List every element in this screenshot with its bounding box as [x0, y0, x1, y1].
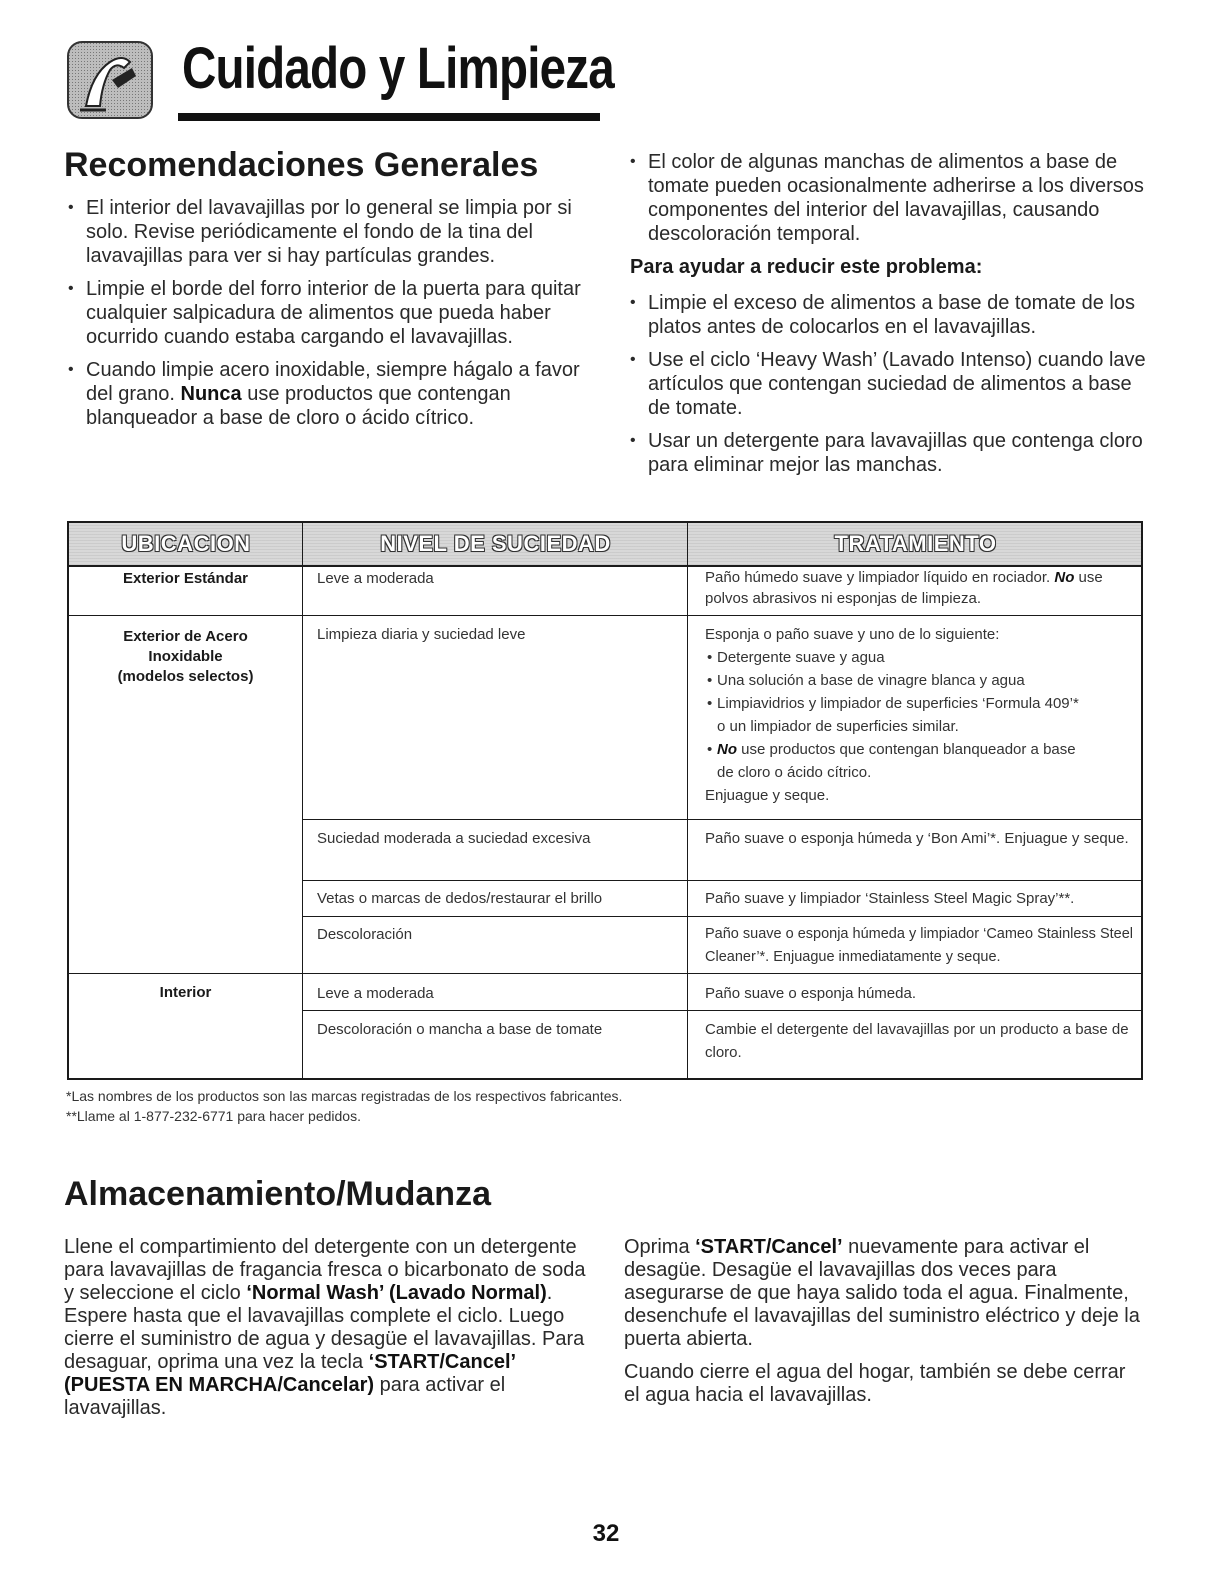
list-item-continuation: de cloro o ácido cítrico. — [717, 764, 872, 781]
bold-text: Nunca — [180, 383, 242, 405]
page-title: Cuidado y Limpieza — [182, 36, 614, 101]
table-header-location: UBICACION — [121, 531, 251, 556]
treatment-cell — [705, 623, 1137, 807]
location-line: Exterior de Acero — [123, 628, 248, 645]
list-item: • Usar un detergente para lavavajillas que contenga cloro para eliminar mejor las manchas. — [626, 429, 1156, 477]
table-header-soil-level: NIVEL DE SUCIEDAD — [380, 531, 611, 556]
bold-text: ‘Normal Wash’ (Lavado Normal) — [246, 1282, 547, 1304]
treatment-cell: Cambie el detergente del lavavajillas por un producto a base de cloro. — [705, 1021, 1129, 1061]
soil-level-cell: Suciedad moderada a suciedad excesiva — [317, 830, 591, 847]
soil-level-cell: Leve a moderada — [317, 985, 434, 1002]
text-span: Llene el compartimiento del detergente con un detergente para lavavajillas de fragancia fresca o bicarbonato de soda y seleccione el ciclo — [64, 1236, 586, 1304]
soil-level-cell: Leve a moderada — [317, 570, 434, 587]
cleaning-table — [67, 521, 1143, 1080]
row-divider — [69, 973, 1143, 974]
column-divider — [687, 523, 688, 1080]
list-item — [64, 358, 594, 430]
treatment-cell: Paño suave o esponja húmeda y limpiador ‘Cameo Stainless Steel Cleaner’*. Enjuague inmediatamente y seque. — [705, 926, 1133, 965]
treatment-cell: Paño suave y limpiador ‘Stainless Steel Magic Spray’**. — [705, 890, 1075, 907]
treatment-cell — [705, 567, 1135, 609]
text-span: Oprima — [624, 1236, 696, 1258]
storage-left-column — [64, 1236, 594, 1430]
location-stainless-exterior — [69, 627, 302, 687]
location-interior: Interior — [159, 984, 212, 1001]
list-item: • Use el ciclo ‘Heavy Wash’ (Lavado Intenso) cuando lave artículos que contengan suciedad de alimentos a base de tomate. — [626, 348, 1156, 420]
general-left-column — [64, 196, 594, 439]
text-span: use productos que contengan blanqueador a base de cloro o ácido cítrico. — [86, 383, 511, 429]
list-item: • Limpie el exceso de alimentos a base de tomate de los platos antes de colocarlos en el lavavajillas. — [626, 291, 1156, 339]
row-divider — [302, 916, 1143, 917]
soil-level-cell: Descoloración o mancha a base de tomate — [317, 1021, 603, 1038]
row-divider — [302, 880, 1143, 881]
table-footnotes — [66, 1086, 622, 1126]
column-divider — [302, 523, 303, 1080]
text-span: nuevamente para activar el desagüe. Desagüe el lavavajillas dos veces para asegurarse de que haya salido toda el agua. Finalmente, desenchufe el lavavajillas del suministro eléctrico y deje la puerta abierta. — [624, 1236, 1140, 1350]
storage-moving-heading: Almacenamiento/Mudanza — [64, 1175, 491, 1213]
soil-level-cell: Descoloración — [317, 926, 413, 943]
bold-text: No — [717, 741, 737, 758]
soil-level-cell: Vetas o marcas de dedos/restaurar el brillo — [317, 890, 603, 907]
general-right-column — [626, 150, 1156, 486]
list-item: • El interior del lavavajillas por lo general se limpia por si solo. Revise periódicamente el fondo de la tina del lavavajillas para ver si hay partículas grandes. — [64, 196, 594, 268]
treatment-cell: Paño suave o esponja húmeda. — [705, 985, 916, 1002]
text-span: Cuando limpie acero inoxidable, siempre hágalo a favor del grano. — [86, 359, 580, 405]
paragraph — [64, 1236, 594, 1420]
bold-text: ‘START/Cancel’ — [695, 1236, 843, 1258]
list-item: • El color de algunas manchas de alimentos a base de tomate pueden ocasionalmente adherirse a los diversos componentes del interior del lavavajillas, causando descoloración temporal. — [626, 150, 1156, 246]
footnote: **Llame al 1-877-232-6771 para hacer pedidos. — [66, 1108, 361, 1124]
paragraph: Cuando cierre el agua del hogar, también se debe cerrar el agua hacia el lavavajillas. — [624, 1361, 1126, 1406]
bold-text: No — [1054, 569, 1075, 586]
text-span: use productos que contengan blanqueador a base — [737, 741, 1076, 758]
location-line: Inoxidable — [148, 648, 223, 665]
list-item — [705, 738, 1137, 761]
list-item-continuation: o un limpiador de superficies similar. — [717, 718, 959, 735]
location-line: (modelos selectos) — [117, 668, 254, 685]
storage-right-column — [624, 1236, 1144, 1417]
text-span: use polvos abrasivos ni esponjas de limpieza. — [705, 569, 1103, 607]
list-item: • Limpie el borde del forro interior de la puerta para quitar cualquier salpicadura de alimentos que pueda haber ocurrido cuando estaba cargando el lavavajillas. — [64, 277, 594, 349]
title-underline — [178, 113, 600, 121]
page-number: 32 — [592, 1520, 620, 1547]
list-item: • Detergente suave y agua — [705, 646, 1137, 669]
text-span: Paño húmedo suave y limpiador líquido en rociador. — [705, 569, 1055, 586]
bold-text: ‘START/Cancel’ (PUESTA EN MARCHA/Cancelar) — [64, 1351, 515, 1396]
location-exterior-standard: Exterior Estándar — [122, 570, 249, 587]
row-divider — [302, 1010, 1143, 1011]
subheading: Para ayudar a reducir este problema: — [630, 256, 983, 278]
general-recommendations-heading: Recomendaciones Generales — [64, 146, 539, 184]
list-item: • Una solución a base de vinagre blanca y agua — [705, 669, 1137, 692]
paragraph — [624, 1236, 1144, 1351]
table-header-treatment: TRATAMIENTO — [834, 531, 997, 556]
soil-level-cell: Limpieza diaria y suciedad leve — [317, 626, 526, 643]
table-header — [69, 523, 1141, 567]
row-divider — [69, 615, 1143, 616]
treatment-cell: Paño suave o esponja húmeda y ‘Bon Ami’*. Enjuague y seque. — [705, 830, 1129, 847]
treatment-end: Enjuague y seque. — [705, 787, 830, 804]
treatment-intro: Esponja o paño suave y uno de lo siguiente: — [705, 626, 1000, 643]
list-item: • Limpiavidrios y limpiador de superficies ‘Formula 409’* — [705, 692, 1137, 715]
text-span: para activar el lavavajillas. — [64, 1374, 506, 1419]
text-span: . Espere hasta que el lavavajillas complete el ciclo. Luego cierre el suministro de agua y desagüe el lavavajillas. Para desaguar, oprima una vez la tecla — [64, 1282, 585, 1373]
row-divider — [302, 819, 1143, 820]
footnote: *Las nombres de los productos son las marcas registradas de los respectivos fabricantes. — [66, 1088, 623, 1104]
cleaning-logo-icon — [66, 40, 154, 120]
